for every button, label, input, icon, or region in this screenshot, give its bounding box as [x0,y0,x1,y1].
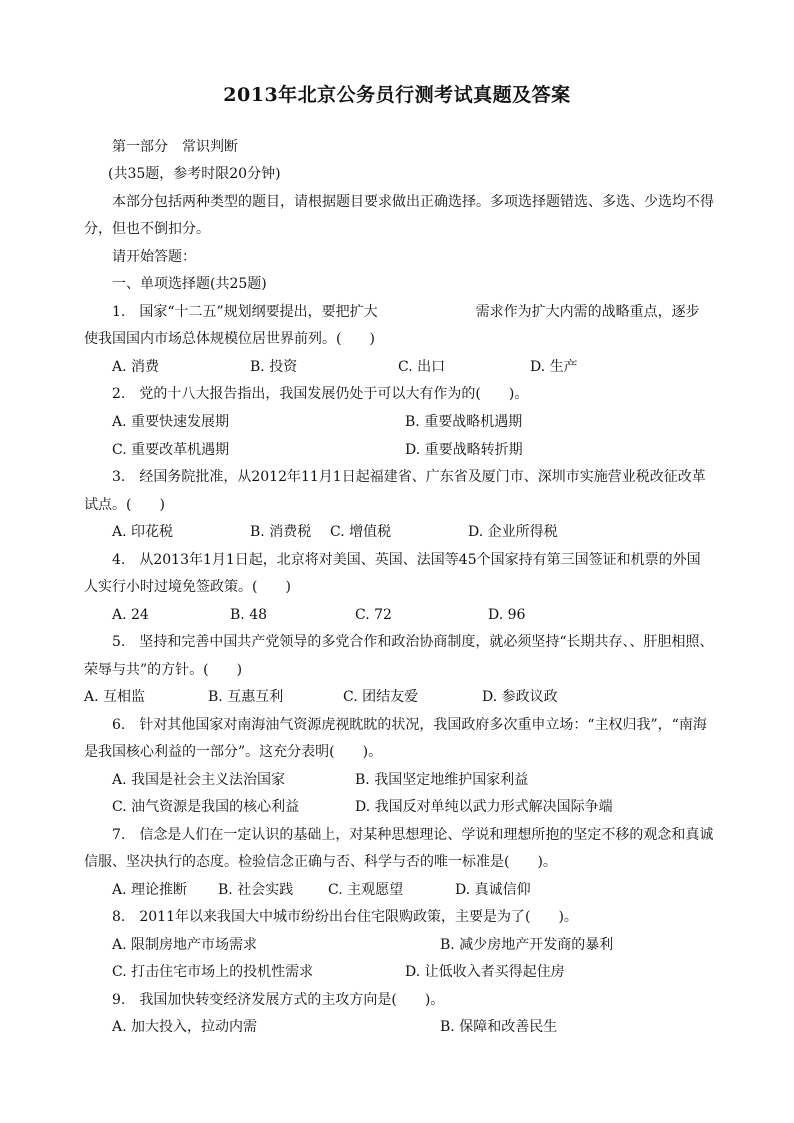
question-6-option-c: C. 油气资源是我国的核心利益 [112,799,300,815]
question-3-option-a: A. 印花税 [112,524,174,540]
question-7-line-2: 信服、坚决执行的态度。检验信念正确与否、科学与否的唯一标准是( )。 [84,854,557,870]
question-3-option-d: D. 企业所得税 [468,524,558,540]
question-4-option-a: A. 24 [112,607,149,623]
question-9-option-a: A. 加大投入，拉动内需 [112,1019,258,1035]
question-2-option-b: B. 重要战略机遇期 [405,414,523,430]
question-5-option-d: D. 参政议政 [482,689,558,705]
question-2-option-d: D. 重要战略转折期 [405,442,523,458]
question-8-line-1: 8. 2011年以来我国大中城市纷纷出台住宅限购政策，主要是为了( )。 [112,909,578,925]
question-1-option-b: B. 投资 [250,359,298,375]
question-8-option-d: D. 让低收入者买得起住房 [405,964,565,980]
question-6-option-a: A. 我国是社会主义法治国家 [112,772,286,788]
question-8-option-c: C. 打击住宅市场上的投机性需求 [112,964,314,980]
question-1-line-2: 使我国国内市场总体规模位居世界前列。( ) [84,331,375,347]
question-8-option-a: A. 限制房地产市场需求 [112,937,258,953]
question-7-option-c: C. 主观愿望 [328,882,404,898]
question-6-option-d: D. 我国反对单纯以武力形式解决国际争端 [355,799,613,815]
question-3-option-c: C. 增值税 [330,524,392,540]
question-4-option-d: D. 96 [488,607,526,623]
question-7-option-b: B. 社会实践 [218,882,294,898]
start-instruction: 请开始答题： [112,249,196,265]
question-4-line-1: 4. 从2013年1月1日起，北京将对美国、英国、法国等45个国家持有第三国签证和机票的外国 [112,552,701,568]
question-5-option-b: B. 互惠互利 [208,689,284,705]
question-9-option-b: B. 保障和改善民生 [440,1019,558,1035]
question-4-option-c: C. 72 [355,607,392,623]
question-2-line-1: 2. 党的十八大报告指出，我国发展仍处于可以大有作为的( )。 [112,386,529,402]
question-9-line-1: 9. 我国加快转变经济发展方式的主攻方向是( )。 [112,992,445,1008]
question-3-line-1: 3. 经国务院批准，从2012年11月1日起福建省、广东省及厦门市、深圳市实施营业税改征改革 [112,469,706,485]
intro-text-line-2: 分，但也不倒扣分。 [84,221,210,237]
question-6-option-b: B. 我国坚定地维护国家利益 [355,772,529,788]
question-5-option-c: C. 团结友爱 [343,689,419,705]
question-7-line-1: 7. 信念是人们在一定认识的基础上，对某种思想理论、学说和理想所抱的坚定不移的观念和真诚 [112,827,714,843]
question-1-option-d: D. 生产 [530,359,578,375]
question-6-line-1: 6. 针对其他国家对南海油气资源虎视眈眈的状况，我国政府多次重申立场：“主权归我”，“南海 [112,717,707,733]
section-heading: 一、单项选择题(共25题) [112,276,267,292]
question-3-line-2: 试点。( ) [84,497,165,513]
question-5-line-1: 5. 坚持和完善中国共产党领导的多党合作和政治协商制度，就必须坚持“长期共存、、肝胆相照、 [112,634,714,650]
page-title: 2013年北京公务员行测考试真题及答案 [223,84,571,106]
question-5-line-2: 荣辱与共”的方针。( ) [84,662,243,678]
question-6-line-2: 是我国核心利益的一部分”。这充分表明( )。 [84,744,383,760]
question-5-option-a: A. 互相监 [84,689,146,705]
part-note: (共35题，参考时限20分钟) [108,166,281,182]
question-7-option-a: A. 理论推断 [112,882,188,898]
part-title: 第一部分 常识判断 [112,139,238,155]
question-3-option-b: B. 消费税 [250,524,312,540]
question-4-line-2: 人实行小时过境免签政策。( ) [84,579,291,595]
question-8-option-b: B. 减少房地产开发商的暴利 [440,937,614,953]
intro-text-line-1: 本部分包括两种类型的题目，请根据题目要求做出正确选择。多项选择题错选、多选、少选均不得 [112,194,714,210]
question-1-option-c: C. 出口 [398,359,446,375]
question-1-option-a: A. 消费 [112,359,160,375]
question-7-option-d: D. 真诚信仰 [455,882,531,898]
question-4-option-b: B. 48 [230,607,268,623]
question-2-option-a: A. 重要快速发展期 [112,414,230,430]
question-2-option-c: C. 重要改革机遇期 [112,442,230,458]
question-1-line-1: 1. 国家“十二五”规划纲要提出，要把扩大 需求作为扩大内需的战略重点，逐步 [112,304,700,320]
